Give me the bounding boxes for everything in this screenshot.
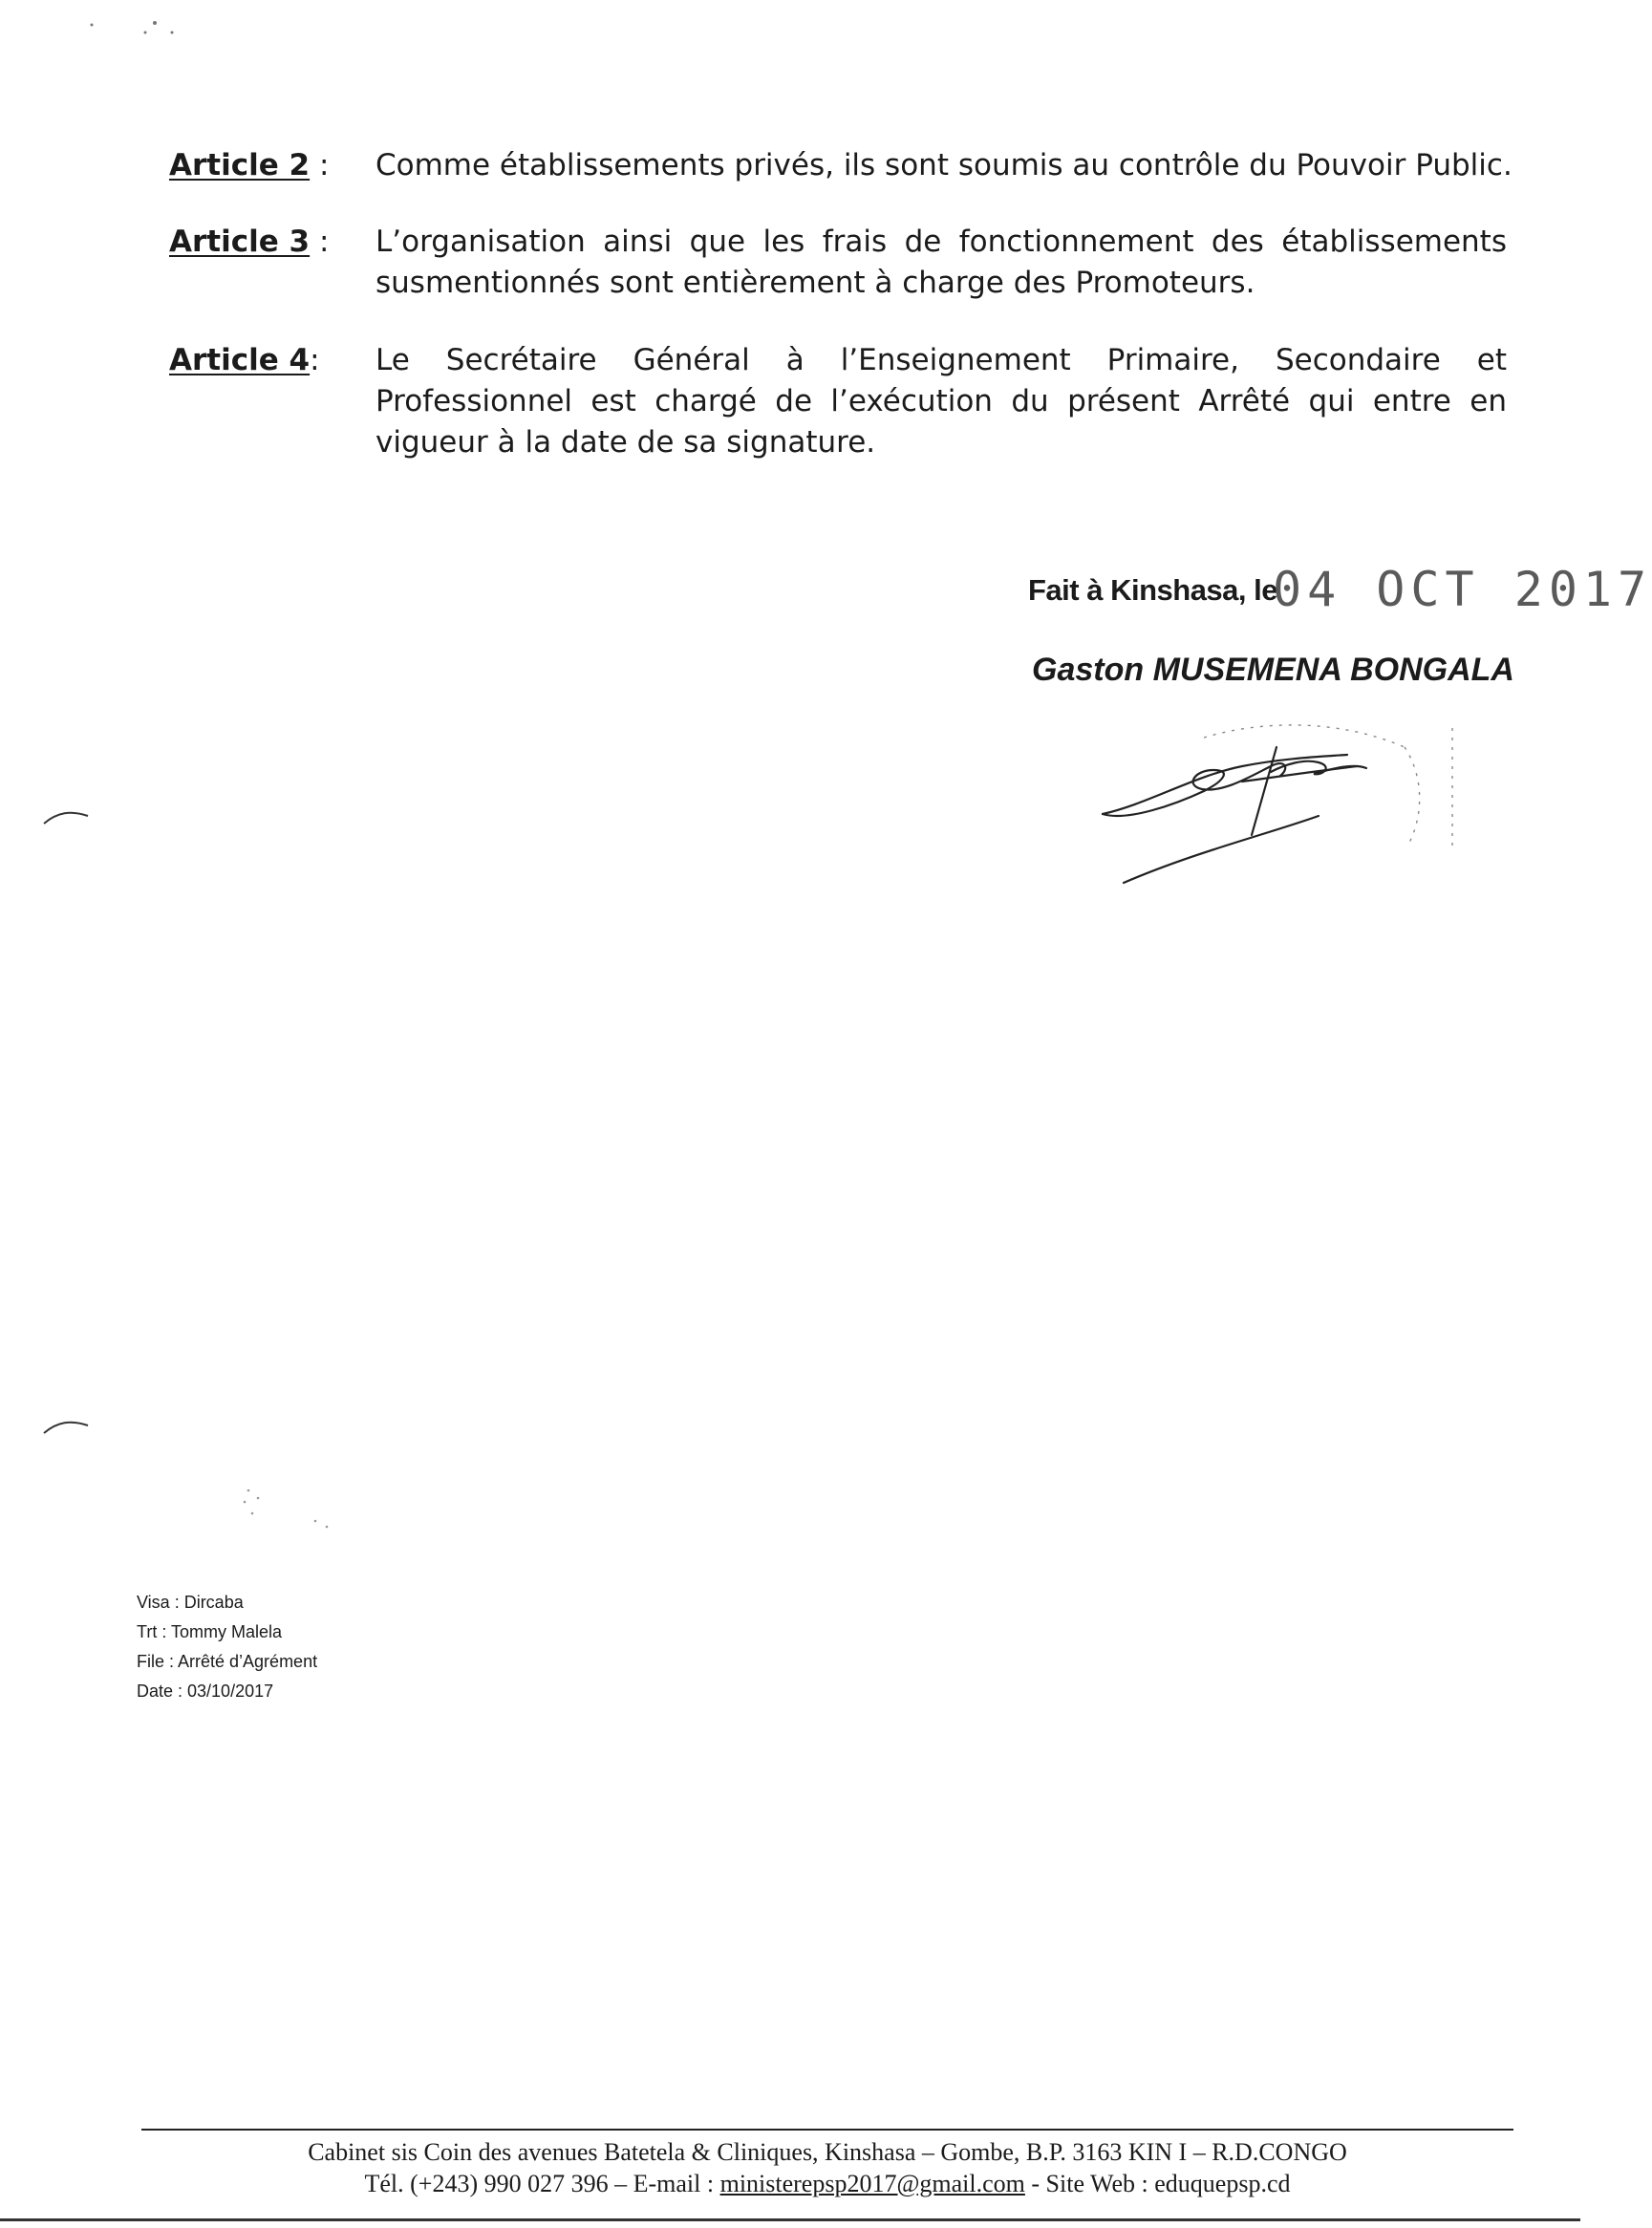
ref-visa: Visa : Dircaba — [137, 1593, 244, 1612]
ref-file: File : Arrêté d’Agrément — [137, 1652, 318, 1671]
article-3-label: Article 3 : — [169, 225, 330, 259]
article-3-text: L’organisation ainsi que les frais de fonctionnement des établissements susmentionnés sont entièrement à charge des Promoteurs. — [375, 225, 1507, 300]
article-4-label: Article 4: — [169, 343, 320, 377]
footer-address: Cabinet sis Coin des avenues Batetela & Cliniques, Kinshasa – Gombe, B.P. 3163 KIN I – R.D.CONGO — [308, 2138, 1347, 2166]
scan-mark — [220, 1471, 354, 1538]
ref-date: Date : 03/10/2017 — [137, 1682, 274, 1701]
scan-mark — [38, 803, 96, 831]
scan-mark — [86, 17, 191, 40]
signatory-name: Gaston MUSEMENA BONGALA — [1032, 652, 1514, 688]
place-and-date-label: Fait à Kinshasa, le — [1028, 573, 1277, 607]
stamped-date: 04 OCT 2017 — [1273, 562, 1652, 617]
footer-divider-top — [141, 2129, 1513, 2131]
footer-divider-bottom — [0, 2218, 1580, 2221]
footer-contact: Tél. (+243) 990 027 396 – E-mail : ministerepsp2017@gmail.com - Site Web : eduquepsp.cd — [364, 2170, 1291, 2197]
article-2-label: Article 2 : — [169, 148, 330, 182]
ref-trt: Trt : Tommy Malela — [137, 1622, 283, 1641]
document-references — [137, 1588, 317, 1706]
handwritten-signature — [1089, 709, 1491, 890]
footer — [141, 2136, 1513, 2199]
scan-mark — [38, 1412, 96, 1441]
article-4-text: Le Secrétaire Général à l’Enseignement Primaire, Secondaire et Professionnel est chargé de l’exécution du présent Arrêté qui entre en vigueur à la date de sa signature. — [375, 343, 1507, 460]
footer-email-link[interactable]: ministerepsp2017@gmail.com — [719, 2170, 1025, 2197]
article-2-text: Comme établissements privés, ils sont soumis au contrôle du Pouvoir Public. — [375, 148, 1513, 182]
